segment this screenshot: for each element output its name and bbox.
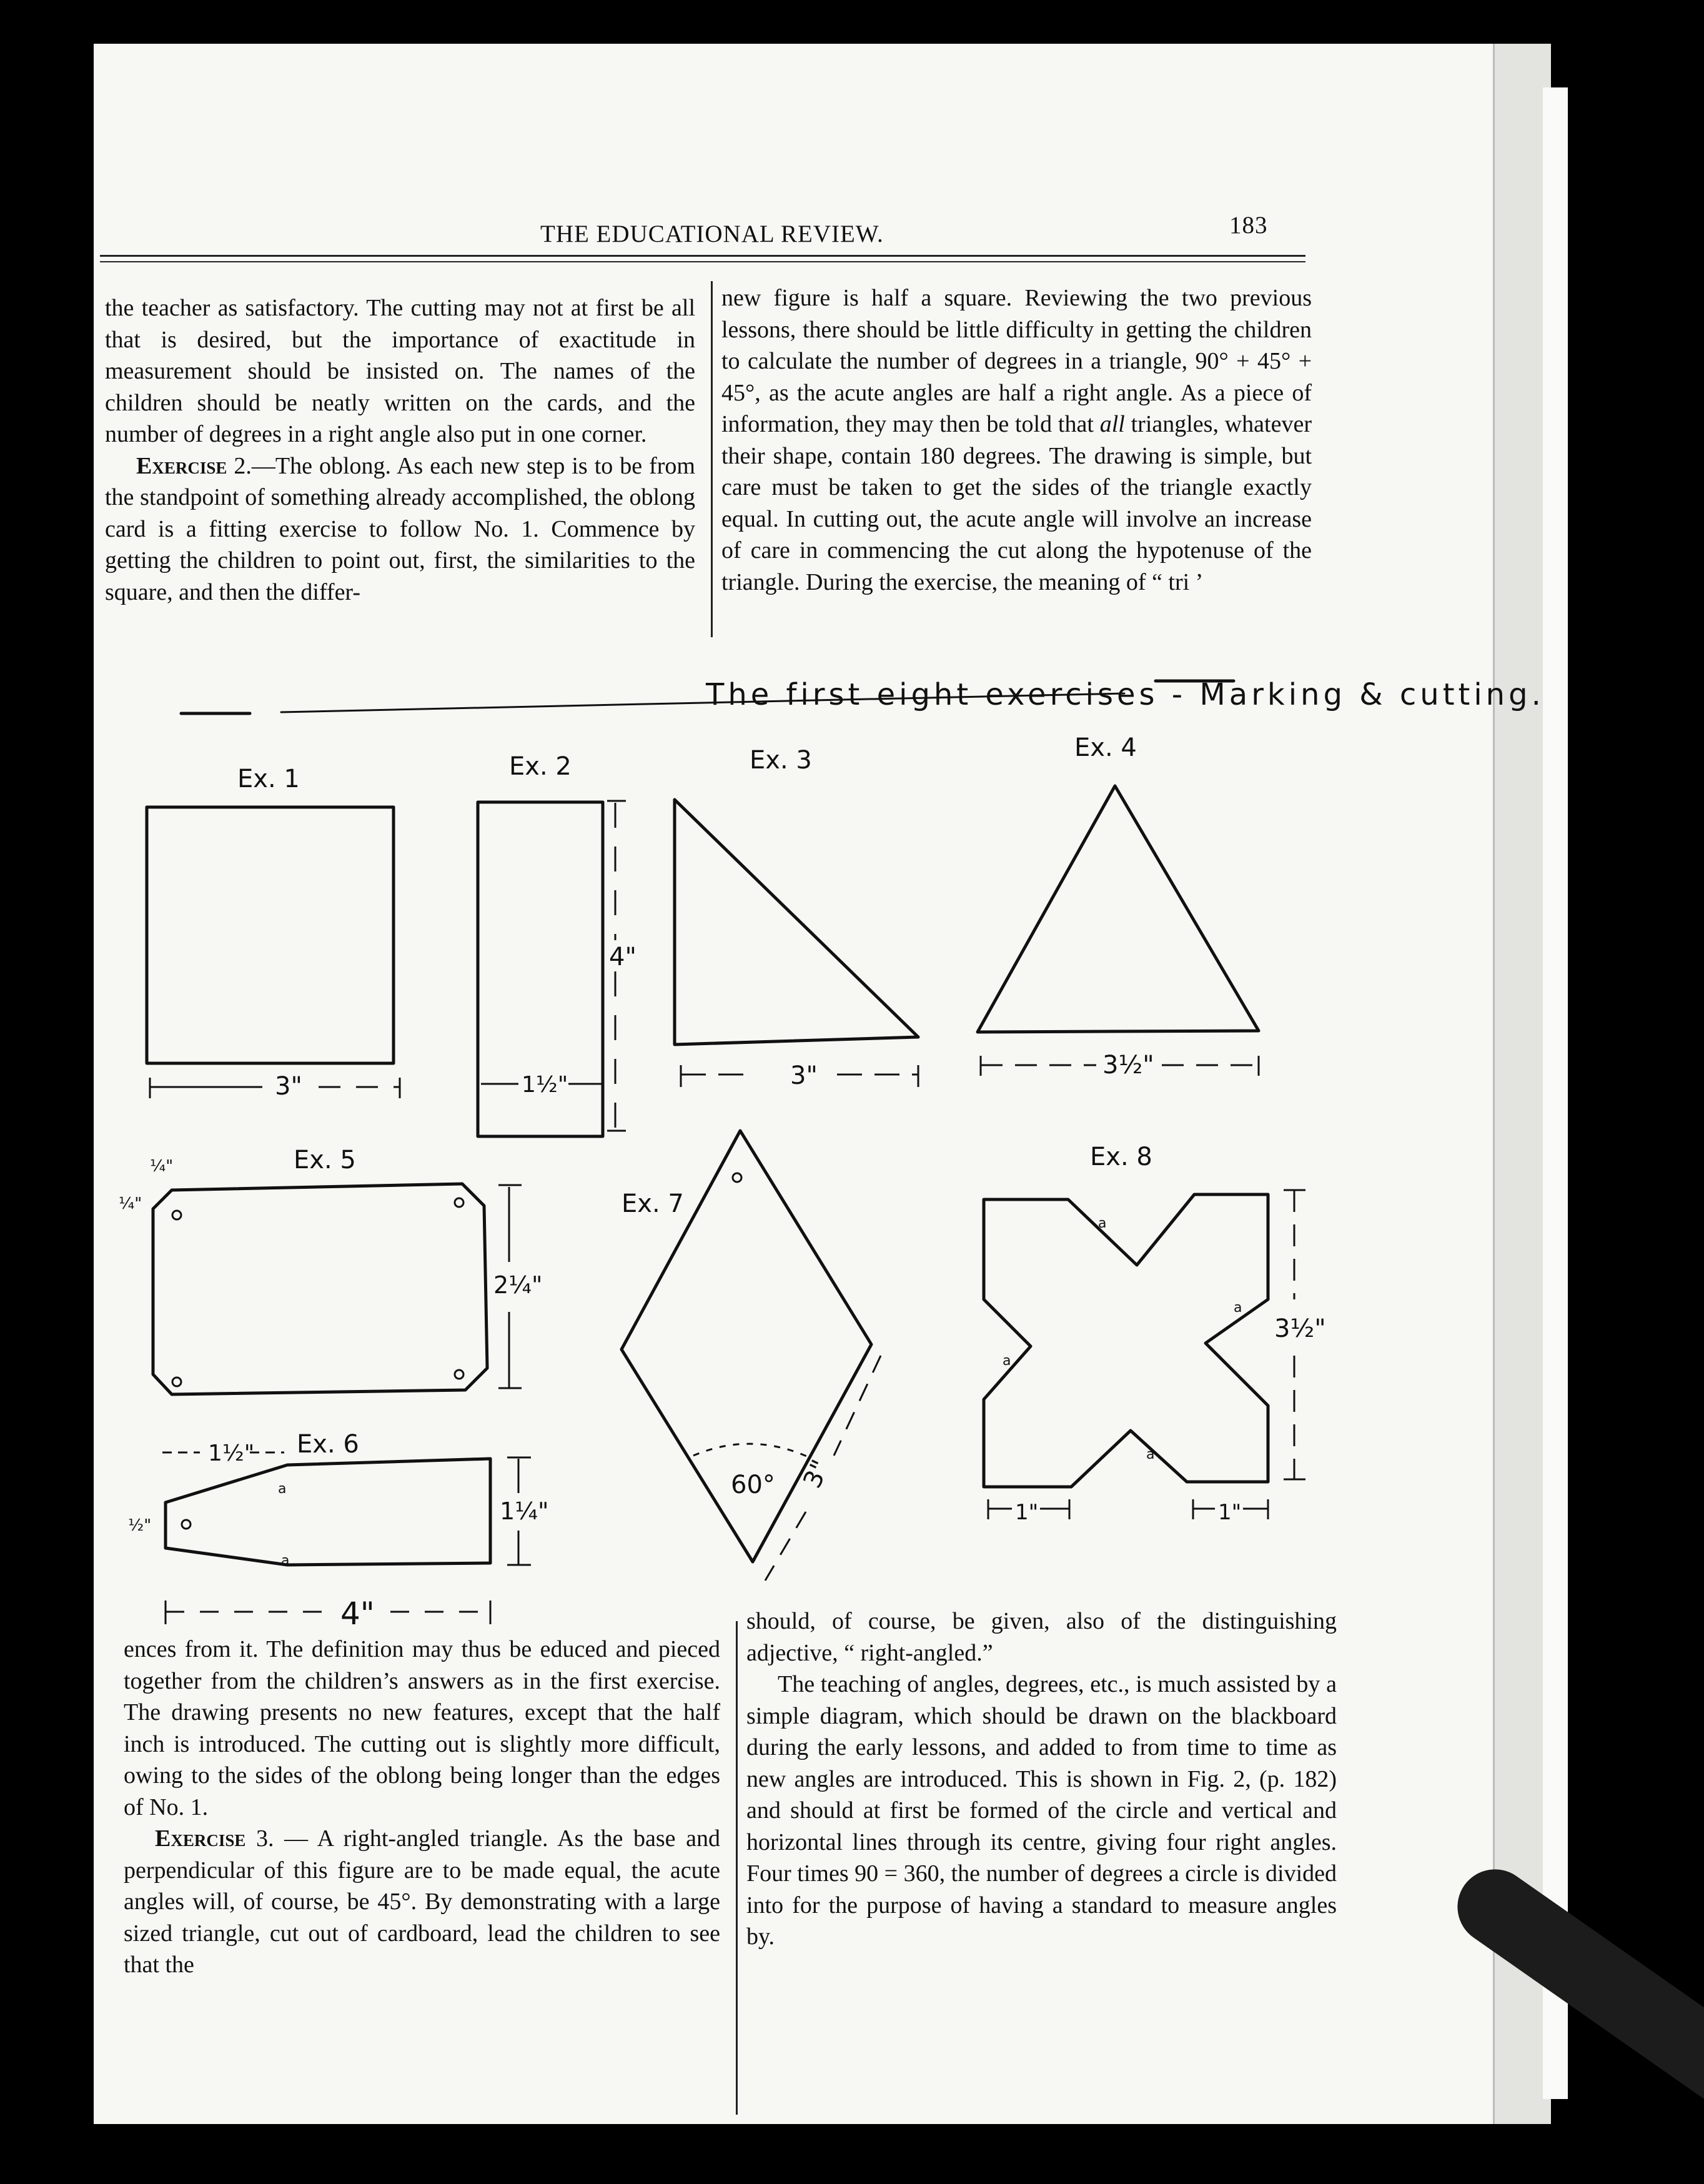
- paragraph-exercise-3: [124, 1823, 720, 1981]
- mark-a: a: [1003, 1353, 1011, 1369]
- ex5-label: Ex. 5: [294, 1146, 356, 1174]
- bottom-left-column: [124, 1634, 720, 1981]
- paragraph: the teacher as satisfactory. The cutting may not at first be all that is desired, but the importance of exactitude in measurement should be insisted on. The names of the children should be neatly written on the cards, and the number of degrees in a right angle also put in one corner.: [105, 295, 695, 447]
- ex4-triangle: [978, 786, 1259, 1032]
- ex1-square: [147, 807, 394, 1063]
- ex3-triangle: [675, 800, 918, 1045]
- ex6-end-height: ½": [128, 1516, 152, 1535]
- ex2-height: 4": [609, 943, 637, 971]
- bottom-right-column: [746, 1606, 1337, 1953]
- emphasis: all: [1099, 411, 1125, 437]
- ex7-angle: 60°: [731, 1471, 775, 1499]
- ex5-card: [153, 1184, 487, 1394]
- ex2-label: Ex. 2: [509, 752, 572, 781]
- mark-a: a: [1098, 1216, 1107, 1231]
- exercise-label: Exercise: [155, 1825, 246, 1852]
- ex8-label: Ex. 8: [1090, 1143, 1152, 1171]
- exercise-text: 3. — A right-angled triangle. As the base and perpendicular of this figure are to be made equal, the acute angles will, of course, be 45°. By demonstrating with a large sized triangle, cut out of cardboard, lead the children to see that the: [124, 1825, 720, 1978]
- ex8-arm-width-left: 1": [1015, 1500, 1039, 1525]
- ex8-cross: [984, 1194, 1268, 1487]
- ex7-label: Ex. 7: [622, 1189, 684, 1218]
- ex3-label: Ex. 3: [750, 746, 812, 775]
- mark-a: a: [1234, 1300, 1242, 1316]
- ex6-length: 4": [340, 1596, 375, 1632]
- ex5-corner-height: ¼": [119, 1194, 142, 1213]
- ex5-corner-width: ¼": [150, 1157, 174, 1176]
- column-divider: [736, 1621, 738, 2115]
- ex6-height: 1¼": [500, 1497, 549, 1525]
- text-run: new figure is half a square. Reviewing the two previous lessons, there should be little difficulty in getting the children to calculate the number of degrees in a triangle, 90° + 45° + 45°, as the acute angles are half a right angle. As a piece of information, they may then be told that: [721, 285, 1312, 437]
- ex1-label: Ex. 1: [237, 765, 300, 793]
- ex8-height: 3½": [1274, 1314, 1326, 1343]
- ex3-width: 3": [790, 1061, 818, 1090]
- mark-a: a: [278, 1481, 287, 1497]
- ex6-tapered-card: [166, 1459, 490, 1565]
- text-run: triangles, whatever their shape, contain 180 degrees. The drawing is simple, but care must be taken to get the sides of the triangle exactly equal. In cutting out, the acute angle will involve an increase of care in commencing the cut along the hypotenuse of the triangle. During the exercise, the meaning of “ tri ’: [721, 411, 1312, 595]
- dimension-lines: [150, 801, 1305, 1624]
- paragraph: The teaching of angles, degrees, etc., is much assisted by a simple diagram, which should be drawn on the blackboard during the early lessons, and added to from time to time as new angles are introduced. This is shown in Fig. 2, (p. 182) and should at first be formed of the circle and vertical and horizontal lines through its centre, giving four right angles. Four times 90 = 360, the number of degrees a circle is divided into for the purpose of having a standard to measure angles by.: [746, 1671, 1337, 1950]
- ex7-side: 3": [798, 1456, 836, 1493]
- diagram-title: The first eight exercises - Marking & cutting.: [706, 677, 1545, 712]
- ex8-arm-width-right: 1": [1218, 1500, 1242, 1525]
- exercise-text: 2.—The oblong. As each new step is to be from the standpoint of something already accomplished, the oblong card is a fitting exercise to follow No. 1. Commence by getting the children to point out, first, the similarities to the square, and then the differ-: [105, 452, 695, 605]
- ex1-width: 3": [275, 1072, 302, 1101]
- ex5-height: 2¼": [493, 1271, 543, 1299]
- ex6-end-width: 1½": [208, 1441, 255, 1466]
- exercise-label: Exercise: [136, 452, 227, 479]
- ex2-width: 1½": [522, 1072, 568, 1098]
- ex6-label: Ex. 6: [297, 1430, 359, 1459]
- running-head: THE EDUCATIONAL REVIEW.: [540, 221, 884, 247]
- paragraph: ences from it. The definition may thus be educed and pieced together from the children’s answers as in the first exercise. The drawing presents no new features, except that the half inch is introduced. The cutting out is slightly more difficult, owing to the sides of the oblong being longer than the edges of No. 1.: [124, 1636, 720, 1820]
- mark-a: a: [281, 1553, 290, 1569]
- ex4-width: 3½": [1102, 1051, 1154, 1080]
- ex4-label: Ex. 4: [1074, 733, 1137, 762]
- mark-a: a: [1146, 1447, 1155, 1462]
- paragraph: should, of course, be given, also of the distinguishing adjective, “ right-angled.”: [746, 1608, 1337, 1666]
- page-number: 183: [1229, 212, 1268, 239]
